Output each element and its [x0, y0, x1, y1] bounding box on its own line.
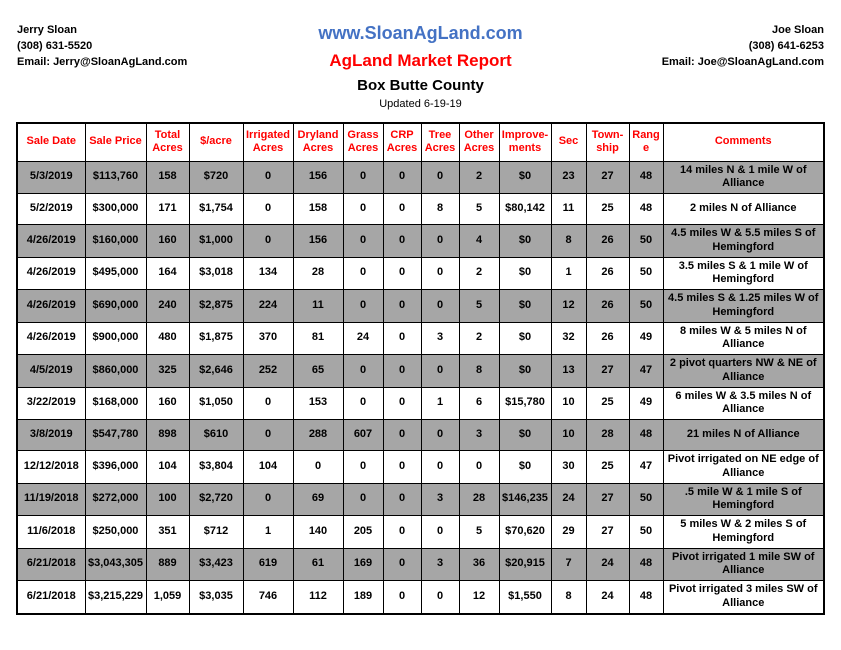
cell-comments: .5 mile W & 1 mile S of Hemingford — [663, 483, 824, 516]
cell-town-ship: 25 — [586, 451, 629, 484]
cell-town-ship: 24 — [586, 581, 629, 614]
cell-other-acres: 12 — [459, 581, 499, 614]
cell-improve-ments: $15,780 — [499, 387, 551, 420]
county-title: Box Butte County — [357, 77, 484, 94]
contact-right-email: Email: Joe@SloanAgLand.com — [661, 56, 824, 68]
cell-improve-ments: $1,550 — [499, 581, 551, 614]
cell-crp-acres: 0 — [383, 548, 421, 581]
cell-irrigated-acres: 134 — [243, 257, 293, 290]
cell-total-acres: 100 — [146, 483, 189, 516]
cell-tree-acres: 0 — [421, 355, 459, 388]
cell-tree-acres: 8 — [421, 194, 459, 225]
cell-other-acres: 5 — [459, 516, 499, 549]
cell-sale-price: $3,215,229 — [85, 581, 146, 614]
cell-total-acres: 164 — [146, 257, 189, 290]
table-row — [17, 548, 824, 581]
cell-range: 50 — [629, 516, 663, 549]
title-block — [232, 22, 609, 110]
cell-tree-acres: 0 — [421, 225, 459, 258]
cell-acre: $2,720 — [189, 483, 243, 516]
cell-crp-acres: 0 — [383, 322, 421, 355]
cell-sale-date: 5/3/2019 — [17, 161, 85, 194]
sales-table — [16, 122, 825, 615]
cell-acre: $3,018 — [189, 257, 243, 290]
column-header-total-acres: Total Acres — [146, 123, 189, 161]
cell-dryland-acres: 140 — [293, 516, 343, 549]
cell-improve-ments: $0 — [499, 225, 551, 258]
cell-sale-price: $250,000 — [85, 516, 146, 549]
report-title: AgLand Market Report — [329, 51, 512, 70]
cell-grass-acres: 0 — [343, 355, 383, 388]
cell-sec: 12 — [551, 290, 586, 323]
cell-acre: $3,035 — [189, 581, 243, 614]
cell-range: 49 — [629, 387, 663, 420]
cell-sec: 23 — [551, 161, 586, 194]
cell-acre: $1,754 — [189, 194, 243, 225]
cell-dryland-acres: 112 — [293, 581, 343, 614]
cell-tree-acres: 1 — [421, 387, 459, 420]
column-header-town-ship: Town-ship — [586, 123, 629, 161]
cell-sale-price: $900,000 — [85, 322, 146, 355]
cell-sale-date: 12/12/2018 — [17, 451, 85, 484]
column-header-crp-acres: CRP Acres — [383, 123, 421, 161]
cell-total-acres: 160 — [146, 387, 189, 420]
cell-tree-acres: 0 — [421, 516, 459, 549]
cell-total-acres: 898 — [146, 420, 189, 451]
cell-sec: 11 — [551, 194, 586, 225]
cell-other-acres: 5 — [459, 290, 499, 323]
cell-tree-acres: 0 — [421, 257, 459, 290]
cell-irrigated-acres: 252 — [243, 355, 293, 388]
contact-block-right — [609, 22, 824, 70]
cell-crp-acres: 0 — [383, 257, 421, 290]
cell-grass-acres: 205 — [343, 516, 383, 549]
cell-comments: 5 miles W & 2 miles S of Hemingford — [663, 516, 824, 549]
cell-total-acres: 158 — [146, 161, 189, 194]
cell-range: 48 — [629, 581, 663, 614]
cell-comments: 14 miles N & 1 mile W of Alliance — [663, 161, 824, 194]
cell-acre: $712 — [189, 516, 243, 549]
cell-crp-acres: 0 — [383, 194, 421, 225]
cell-crp-acres: 0 — [383, 420, 421, 451]
cell-grass-acres: 0 — [343, 225, 383, 258]
cell-sale-price: $690,000 — [85, 290, 146, 323]
cell-improve-ments: $0 — [499, 290, 551, 323]
cell-dryland-acres: 156 — [293, 225, 343, 258]
cell-town-ship: 24 — [586, 548, 629, 581]
header-row — [17, 123, 824, 161]
cell-tree-acres: 3 — [421, 548, 459, 581]
table-row — [17, 225, 824, 258]
cell-sale-date: 6/21/2018 — [17, 581, 85, 614]
cell-town-ship: 28 — [586, 420, 629, 451]
cell-comments: 21 miles N of Alliance — [663, 420, 824, 451]
cell-sec: 32 — [551, 322, 586, 355]
cell-irrigated-acres: 370 — [243, 322, 293, 355]
cell-sec: 24 — [551, 483, 586, 516]
cell-sale-date: 4/26/2019 — [17, 225, 85, 258]
cell-irrigated-acres: 0 — [243, 161, 293, 194]
cell-other-acres: 36 — [459, 548, 499, 581]
cell-acre: $720 — [189, 161, 243, 194]
cell-grass-acres: 0 — [343, 290, 383, 323]
cell-other-acres: 5 — [459, 194, 499, 225]
cell-other-acres: 4 — [459, 225, 499, 258]
cell-other-acres: 2 — [459, 257, 499, 290]
cell-range: 50 — [629, 257, 663, 290]
cell-dryland-acres: 11 — [293, 290, 343, 323]
cell-other-acres: 28 — [459, 483, 499, 516]
cell-town-ship: 26 — [586, 322, 629, 355]
cell-sale-price: $168,000 — [85, 387, 146, 420]
cell-sale-price: $3,043,305 — [85, 548, 146, 581]
cell-crp-acres: 0 — [383, 225, 421, 258]
cell-total-acres: 351 — [146, 516, 189, 549]
column-header-grass-acres: Grass Acres — [343, 123, 383, 161]
table-row — [17, 322, 824, 355]
cell-improve-ments: $0 — [499, 322, 551, 355]
cell-sale-price: $160,000 — [85, 225, 146, 258]
cell-crp-acres: 0 — [383, 451, 421, 484]
cell-total-acres: 1,059 — [146, 581, 189, 614]
table-row — [17, 516, 824, 549]
cell-dryland-acres: 153 — [293, 387, 343, 420]
cell-dryland-acres: 158 — [293, 194, 343, 225]
cell-range: 48 — [629, 194, 663, 225]
cell-town-ship: 27 — [586, 161, 629, 194]
cell-other-acres: 0 — [459, 451, 499, 484]
cell-other-acres: 3 — [459, 420, 499, 451]
table-row — [17, 581, 824, 614]
cell-improve-ments: $146,235 — [499, 483, 551, 516]
cell-tree-acres: 0 — [421, 451, 459, 484]
contact-left-email: Email: Jerry@SloanAgLand.com — [17, 56, 188, 68]
cell-town-ship: 27 — [586, 483, 629, 516]
cell-town-ship: 26 — [586, 290, 629, 323]
cell-crp-acres: 0 — [383, 355, 421, 388]
cell-other-acres: 8 — [459, 355, 499, 388]
cell-improve-ments: $0 — [499, 355, 551, 388]
cell-range: 48 — [629, 420, 663, 451]
table-row — [17, 355, 824, 388]
cell-improve-ments: $0 — [499, 420, 551, 451]
cell-range: 47 — [629, 451, 663, 484]
cell-sale-price: $860,000 — [85, 355, 146, 388]
cell-comments: 6 miles W & 3.5 miles N of Alliance — [663, 387, 824, 420]
cell-irrigated-acres: 0 — [243, 225, 293, 258]
cell-sec: 8 — [551, 581, 586, 614]
cell-irrigated-acres: 0 — [243, 194, 293, 225]
cell-acre: $2,646 — [189, 355, 243, 388]
cell-sale-date: 11/19/2018 — [17, 483, 85, 516]
column-header-irrigated-acres: Irrigated Acres — [243, 123, 293, 161]
column-header-sale-price: Sale Price — [85, 123, 146, 161]
cell-grass-acres: 0 — [343, 257, 383, 290]
cell-irrigated-acres: 746 — [243, 581, 293, 614]
cell-grass-acres: 189 — [343, 581, 383, 614]
cell-sale-price: $547,780 — [85, 420, 146, 451]
column-header-sale-date: Sale Date — [17, 123, 85, 161]
sales-table-head — [17, 123, 824, 161]
cell-other-acres: 6 — [459, 387, 499, 420]
cell-grass-acres: 0 — [343, 387, 383, 420]
cell-sec: 29 — [551, 516, 586, 549]
cell-range: 49 — [629, 322, 663, 355]
cell-sale-price: $113,760 — [85, 161, 146, 194]
cell-sale-date: 5/2/2019 — [17, 194, 85, 225]
cell-irrigated-acres: 104 — [243, 451, 293, 484]
cell-improve-ments: $0 — [499, 451, 551, 484]
cell-improve-ments: $80,142 — [499, 194, 551, 225]
cell-crp-acres: 0 — [383, 161, 421, 194]
cell-range: 48 — [629, 548, 663, 581]
cell-town-ship: 27 — [586, 355, 629, 388]
column-header-acre: $/acre — [189, 123, 243, 161]
cell-irrigated-acres: 619 — [243, 548, 293, 581]
column-header-improve-ments: Improve-ments — [499, 123, 551, 161]
contact-right-phone: (308) 641-6253 — [748, 40, 824, 52]
cell-town-ship: 26 — [586, 225, 629, 258]
cell-total-acres: 325 — [146, 355, 189, 388]
column-header-tree-acres: Tree Acres — [421, 123, 459, 161]
cell-grass-acres: 0 — [343, 451, 383, 484]
cell-sec: 30 — [551, 451, 586, 484]
column-header-comments: Comments — [663, 123, 824, 161]
cell-improve-ments: $0 — [499, 161, 551, 194]
table-row — [17, 387, 824, 420]
cell-sec: 13 — [551, 355, 586, 388]
cell-sale-price: $272,000 — [85, 483, 146, 516]
cell-comments: 8 miles W & 5 miles N of Alliance — [663, 322, 824, 355]
cell-sale-price: $495,000 — [85, 257, 146, 290]
contact-left-name: Jerry Sloan — [17, 24, 77, 36]
cell-grass-acres: 24 — [343, 322, 383, 355]
cell-town-ship: 25 — [586, 387, 629, 420]
cell-sale-date: 4/26/2019 — [17, 322, 85, 355]
cell-dryland-acres: 61 — [293, 548, 343, 581]
cell-grass-acres: 0 — [343, 483, 383, 516]
contact-right-name: Joe Sloan — [772, 24, 824, 36]
cell-sale-date: 3/22/2019 — [17, 387, 85, 420]
cell-town-ship: 27 — [586, 516, 629, 549]
cell-other-acres: 2 — [459, 161, 499, 194]
cell-dryland-acres: 156 — [293, 161, 343, 194]
cell-tree-acres: 0 — [421, 161, 459, 194]
cell-comments: Pivot irrigated 1 mile SW of Alliance — [663, 548, 824, 581]
contact-left-phone: (308) 631-5520 — [17, 40, 93, 52]
cell-sale-price: $396,000 — [85, 451, 146, 484]
cell-range: 50 — [629, 483, 663, 516]
column-header-other-acres: Other Acres — [459, 123, 499, 161]
cell-crp-acres: 0 — [383, 516, 421, 549]
cell-irrigated-acres: 224 — [243, 290, 293, 323]
cell-improve-ments: $20,915 — [499, 548, 551, 581]
cell-total-acres: 104 — [146, 451, 189, 484]
report-header — [0, 0, 841, 116]
cell-dryland-acres: 69 — [293, 483, 343, 516]
cell-sale-date: 6/21/2018 — [17, 548, 85, 581]
cell-irrigated-acres: 1 — [243, 516, 293, 549]
cell-sale-date: 11/6/2018 — [17, 516, 85, 549]
cell-sec: 1 — [551, 257, 586, 290]
column-header-dryland-acres: Dryland Acres — [293, 123, 343, 161]
table-row — [17, 194, 824, 225]
cell-acre: $3,423 — [189, 548, 243, 581]
cell-acre: $3,804 — [189, 451, 243, 484]
cell-sale-date: 4/26/2019 — [17, 257, 85, 290]
cell-grass-acres: 0 — [343, 161, 383, 194]
cell-tree-acres: 0 — [421, 420, 459, 451]
table-row — [17, 420, 824, 451]
sales-table-body — [17, 161, 824, 614]
contact-block-left — [17, 22, 232, 70]
cell-dryland-acres: 81 — [293, 322, 343, 355]
cell-sec: 8 — [551, 225, 586, 258]
cell-irrigated-acres: 0 — [243, 420, 293, 451]
table-row — [17, 257, 824, 290]
cell-acre: $610 — [189, 420, 243, 451]
cell-crp-acres: 0 — [383, 483, 421, 516]
cell-grass-acres: 607 — [343, 420, 383, 451]
cell-comments: Pivot irrigated 3 miles SW of Alliance — [663, 581, 824, 614]
cell-acre: $1,050 — [189, 387, 243, 420]
cell-dryland-acres: 65 — [293, 355, 343, 388]
cell-town-ship: 25 — [586, 194, 629, 225]
cell-crp-acres: 0 — [383, 581, 421, 614]
cell-acre: $2,875 — [189, 290, 243, 323]
cell-dryland-acres: 28 — [293, 257, 343, 290]
cell-total-acres: 480 — [146, 322, 189, 355]
cell-sec: 7 — [551, 548, 586, 581]
column-header-range: Range — [629, 123, 663, 161]
cell-comments: 2 pivot quarters NW & NE of Alliance — [663, 355, 824, 388]
cell-improve-ments: $0 — [499, 257, 551, 290]
cell-irrigated-acres: 0 — [243, 387, 293, 420]
cell-range: 50 — [629, 290, 663, 323]
cell-comments: 4.5 miles W & 5.5 miles S of Hemingford — [663, 225, 824, 258]
cell-dryland-acres: 0 — [293, 451, 343, 484]
cell-comments: Pivot irrigated on NE edge of Alliance — [663, 451, 824, 484]
cell-total-acres: 160 — [146, 225, 189, 258]
cell-range: 48 — [629, 161, 663, 194]
cell-acre: $1,000 — [189, 225, 243, 258]
cell-total-acres: 171 — [146, 194, 189, 225]
cell-range: 47 — [629, 355, 663, 388]
cell-grass-acres: 169 — [343, 548, 383, 581]
column-header-sec: Sec — [551, 123, 586, 161]
cell-tree-acres: 0 — [421, 581, 459, 614]
cell-total-acres: 889 — [146, 548, 189, 581]
cell-comments: 2 miles N of Alliance — [663, 194, 824, 225]
cell-total-acres: 240 — [146, 290, 189, 323]
table-row — [17, 161, 824, 194]
cell-sale-date: 4/26/2019 — [17, 290, 85, 323]
cell-tree-acres: 3 — [421, 322, 459, 355]
cell-sale-date: 4/5/2019 — [17, 355, 85, 388]
website-link[interactable]: www.SloanAgLand.com — [318, 23, 523, 43]
cell-comments: 4.5 miles S & 1.25 miles W of Hemingford — [663, 290, 824, 323]
table-row — [17, 451, 824, 484]
updated-date: Updated 6-19-19 — [379, 98, 462, 110]
cell-sale-date: 3/8/2019 — [17, 420, 85, 451]
cell-sale-price: $300,000 — [85, 194, 146, 225]
cell-grass-acres: 0 — [343, 194, 383, 225]
cell-other-acres: 2 — [459, 322, 499, 355]
cell-improve-ments: $70,620 — [499, 516, 551, 549]
cell-tree-acres: 0 — [421, 290, 459, 323]
cell-crp-acres: 0 — [383, 290, 421, 323]
cell-comments: 3.5 miles S & 1 mile W of Hemingford — [663, 257, 824, 290]
cell-crp-acres: 0 — [383, 387, 421, 420]
table-row — [17, 483, 824, 516]
cell-acre: $1,875 — [189, 322, 243, 355]
cell-sec: 10 — [551, 387, 586, 420]
cell-sec: 10 — [551, 420, 586, 451]
cell-irrigated-acres: 0 — [243, 483, 293, 516]
cell-town-ship: 26 — [586, 257, 629, 290]
table-row — [17, 290, 824, 323]
cell-range: 50 — [629, 225, 663, 258]
cell-dryland-acres: 288 — [293, 420, 343, 451]
cell-tree-acres: 3 — [421, 483, 459, 516]
